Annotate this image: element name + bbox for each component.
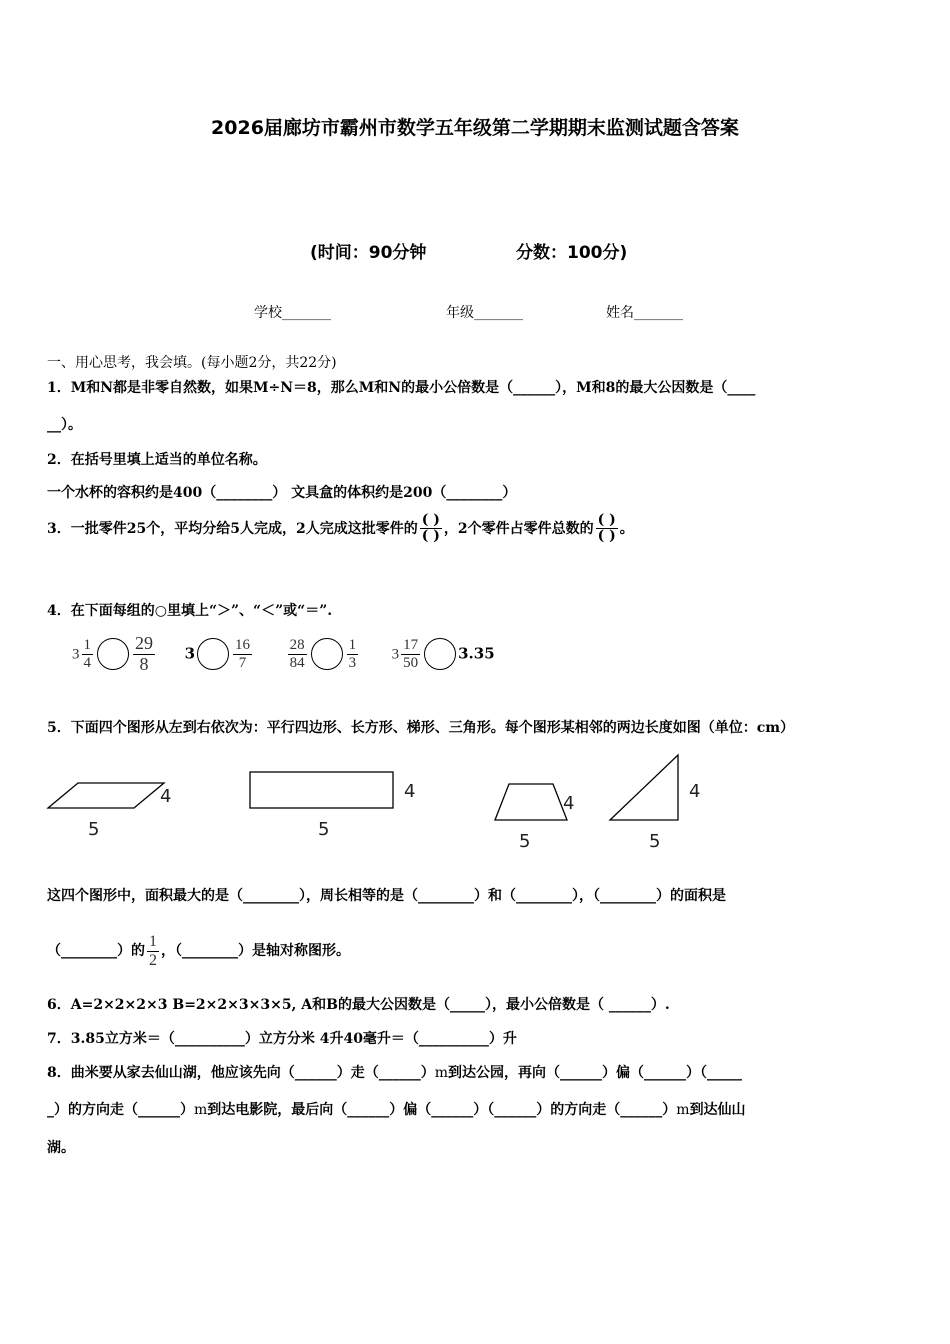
section-heading: 一、用心思考，我会填。(每小题2分，共22分) — [47, 355, 337, 371]
exam-score: 分数：100分) — [516, 243, 628, 263]
parallelogram-base-label: 5 — [88, 819, 100, 840]
fraction: $\frac{29}{8}$ — [135, 633, 153, 674]
rectangle-side-label: 4 — [404, 781, 416, 802]
unit-m: m — [676, 1102, 690, 1118]
question-5-line3: （________）的 $\frac{1}{2}$ ，（________）是轴对称图形。 — [47, 933, 350, 969]
question-3-prefix: 3．一批零件25个，平均分给5人完成，2人完成这批零件的 — [47, 520, 418, 537]
name-field: 姓名_______ — [606, 305, 683, 321]
fraction: $\frac{1}{3}$ — [348, 637, 357, 671]
rectangle-base-label: 5 — [318, 819, 330, 840]
question-3-mid: ，2个零件占零件总数的 — [443, 520, 594, 537]
triangle-shape — [610, 755, 678, 820]
exam-time: (时间：90分钟 — [310, 243, 427, 263]
question-1-cont: __）。 — [47, 417, 82, 433]
question-6: 6．A=2×2×2×3 B=2×2×3×3×5, A和B的最大公因数是（_____），最小公倍数是（ ______）. — [47, 997, 670, 1013]
trapezoid-shape — [495, 784, 567, 820]
question-5: 5．下面四个图形从左到右依次为：平行四边形、长方形、梯形、三角形。每个图形某相邻的两边长度如图（单位：cm） — [47, 720, 795, 736]
fraction: $\frac{1}{4}$ — [83, 637, 91, 671]
fraction: $\frac{17}{50}$ — [403, 637, 419, 671]
question-5-line2: 这四个图形中，面积最大的是（________），周长相等的是（________）和（________），（________）的面积是 — [47, 888, 726, 904]
triangle-base-label: 5 — [649, 831, 661, 852]
unit-m: m — [434, 1065, 449, 1081]
trapezoid-side-label: 4 — [563, 793, 575, 814]
grade-field: 年级_______ — [446, 305, 523, 321]
question-8-end: 湖。 — [47, 1140, 75, 1156]
answer-fraction-2: $\frac{( )}{( )}$ — [597, 512, 616, 545]
school-field: 学校_______ — [254, 305, 331, 321]
fraction: $\frac{16}{7}$ — [235, 637, 250, 671]
parallelogram-shape — [48, 783, 164, 808]
rectangle-shape — [250, 772, 393, 808]
fraction: $\frac{28}{84}$ — [289, 637, 305, 671]
question-3: 3．一批零件25个，平均分给5人完成，2人完成这批零件的 $\frac{( )}{( )}$ ，2个零件占零件总数的 $\frac{( )}{( )}$ 。 — [47, 512, 634, 545]
answer-fraction-1: $\frac{( )}{( )}$ — [421, 512, 440, 545]
question-8: 8．曲米要从家去仙山湖，他应该先向（______）走（______）m到达公园，再向（______）偏（______）（_____ — [47, 1065, 743, 1081]
compare-row: 3 $\frac{1}{4}$ $\frac{29}{8}$ 3 $\frac{16}{7}$ $\frac{28}{84}$ $\frac{1}{3}$ 3 $\frac{17}{50}$ 3.35 — [72, 633, 495, 674]
question-7: 7．3.85立方米＝（__________）立方分米 4升40毫升＝（__________）升 — [47, 1031, 517, 1047]
parallelogram-side-label: 4 — [160, 786, 172, 807]
trapezoid-base-label: 5 — [519, 831, 531, 852]
question-4: 4．在下面每组的○里填上“＞”、“＜”或“＝”. — [47, 603, 333, 619]
question-2: 2．在括号里填上适当的单位名称。 — [47, 452, 267, 468]
unit-m: m — [194, 1102, 208, 1118]
triangle-side-label: 4 — [689, 781, 701, 802]
question-8-cont: _）的方向走（______）m到达电影院，最后向（______）偏（______）（______）的方向走（______）m到达仙山 — [47, 1102, 746, 1118]
fraction-half: $\frac{1}{2}$ — [149, 933, 157, 969]
page-title: 2026届廊坊市霸州市数学五年级第二学期期末监测试题含答案 — [211, 117, 739, 139]
question-2-cont: 一个水杯的容积约是400（________） 文具盒的体积约是200（________） — [47, 485, 517, 501]
question-1: 1．M和N都是非零自然数，如果M÷N＝8，那么M和N的最小公倍数是（______），M和8的最大公因数是（____ — [47, 380, 756, 396]
